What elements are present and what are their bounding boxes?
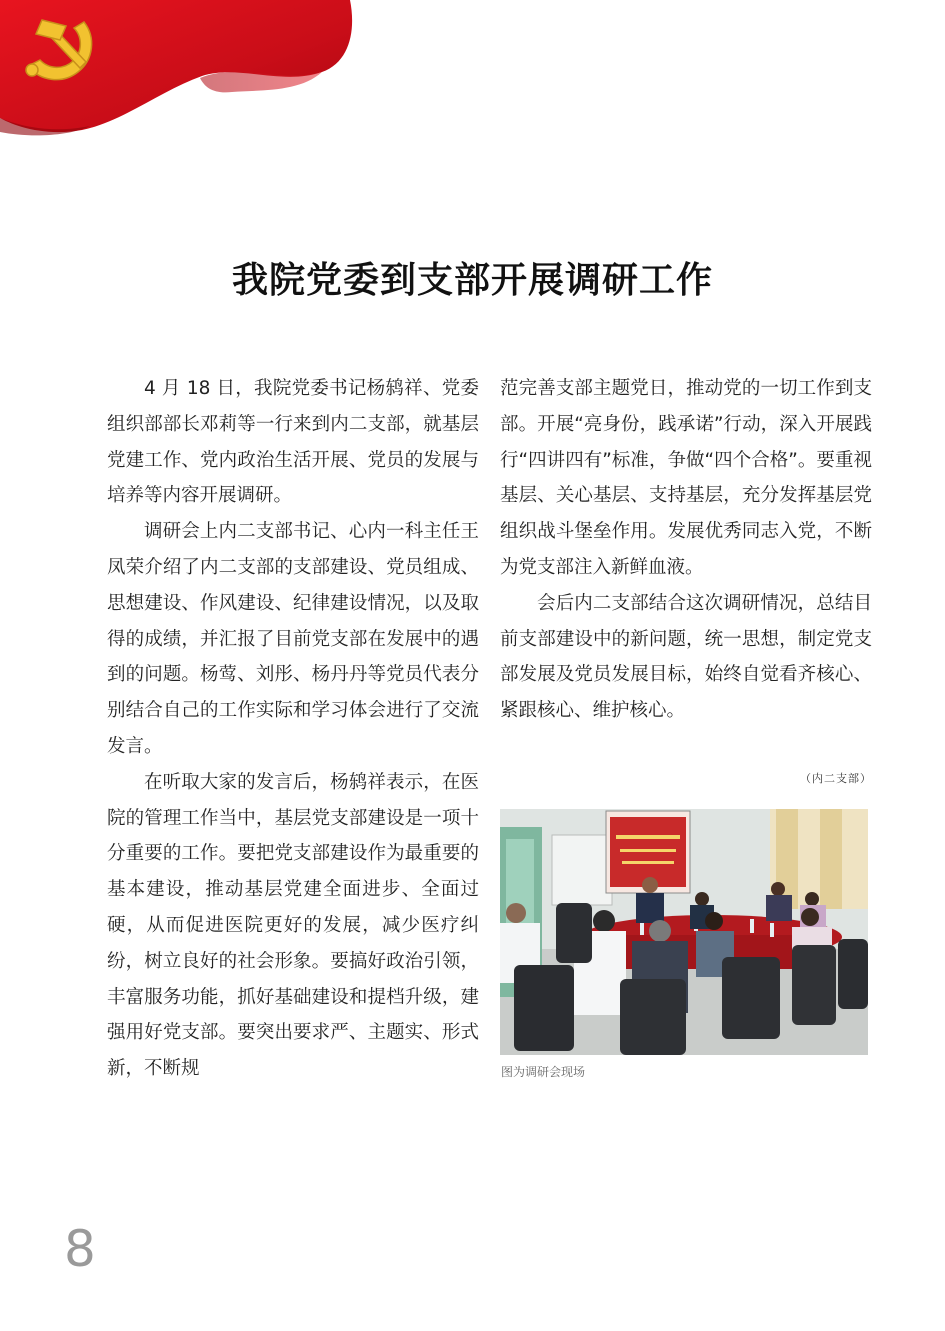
page-number: 8 bbox=[64, 1220, 96, 1278]
paragraph: 4 月 18 日，我院党委书记杨鸫祥、党委组织部部长邓莉等一行来到内二支部，就基层党建工作、党内政治生活开展、党员的发展与培养等内容开展调研。 bbox=[107, 378, 479, 507]
left-column bbox=[107, 371, 479, 1087]
paragraph: 在听取大家的发言后，杨鸫祥表示，在医院的管理工作当中，基层党支部建设是一项十分重要的工作。要把党支部建设作为最重要的基本建设，推动基层党建全面进步、全面过硬，从而促进医院更好的发展，减少医疗纠纷，树立良好的社会形象。要搞好政治引领，丰富服务功能，抓好基础建设和提档升级，建强用好党支部。要突出要求严、主题实、形式新，不断规 bbox=[107, 771, 479, 1080]
paragraph: 会后内二支部结合这次调研情况，总结目前支部建设中的新问题，统一思想，制定党支部发展及党员发展目标，始终自觉看齐核心、紧跟核心、维护核心。 bbox=[500, 592, 872, 722]
right-column bbox=[500, 371, 872, 729]
article-title: 我院党委到支部开展调研工作 bbox=[231, 259, 713, 301]
paragraph: 范完善支部主题党日，推动党的一切工作到支部。开展“亮身份，践承诺”行动，深入开展践行“四讲四有”标准，争做“四个合格”。要重视基层、关心基层、支持基层，充分发挥基层党组织战斗堡垒作用。发展优秀同志入党，不断为党支部注入新鲜血液。 bbox=[500, 378, 872, 578]
meeting-photo bbox=[500, 809, 868, 1055]
article-byline: （内二支部） bbox=[800, 772, 872, 785]
party-flag-decoration bbox=[0, 0, 360, 140]
photo-caption: 图为调研会现场 bbox=[501, 1065, 586, 1079]
paragraph: 调研会上内二支部书记、心内一科主任王凤荣介绍了内二支部的支部建设、党员组成、思想建设、作风建设、纪律建设情况，以及取得的成绩，并汇报了目前党支部在发展中的遇到的问题。杨莺、刘彤、杨丹丹等党员代表分别结合自己的工作实际和学习体会进行了交流发言。 bbox=[107, 521, 479, 757]
